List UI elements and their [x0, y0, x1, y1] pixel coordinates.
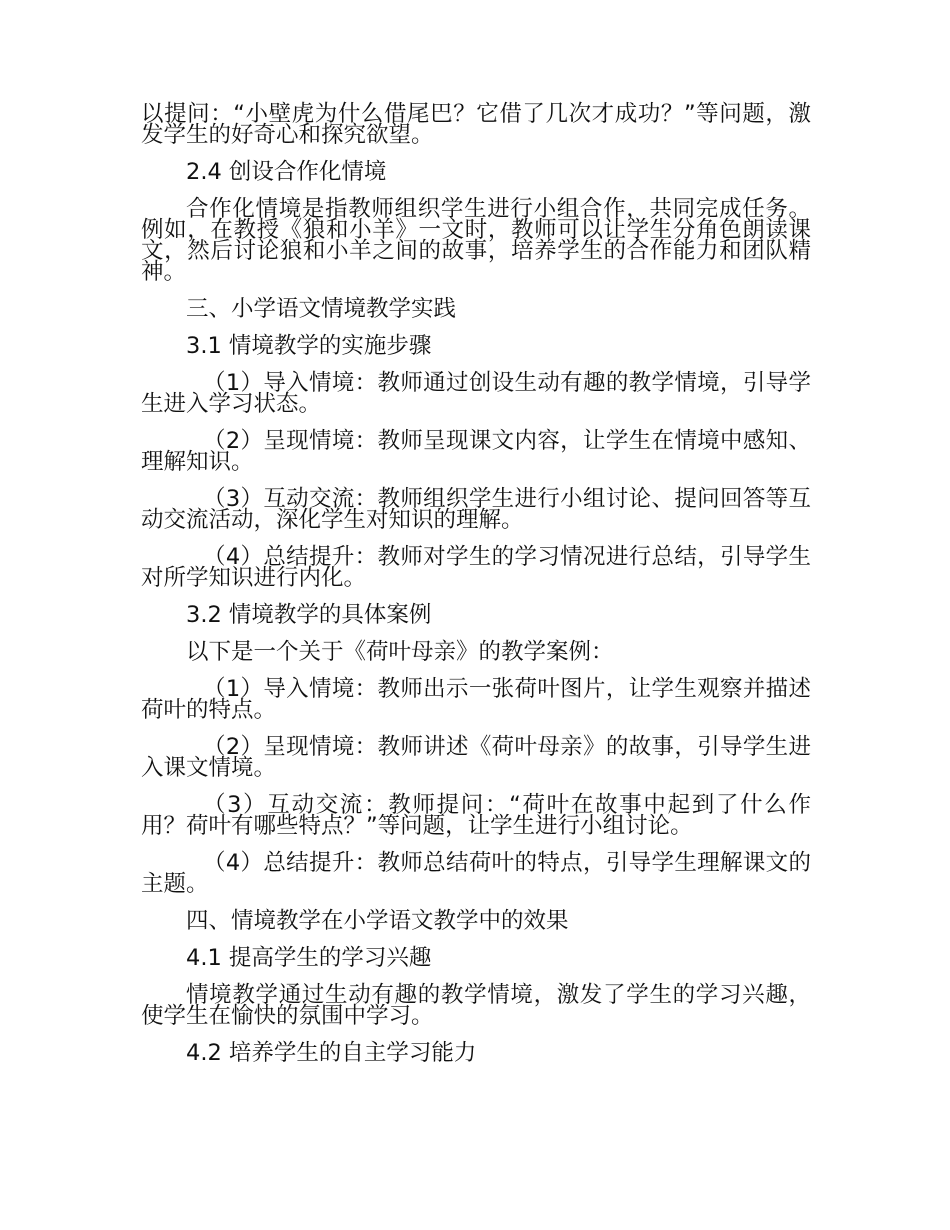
- list-item: （3）互动交流：教师组织学生进行小组讨论、提问回答等互动交流活动，深化学生对知识的理解。: [141, 486, 811, 533]
- document-body: [141, 101, 811, 1066]
- section-heading: 四、情境教学在小学语文教学中的效果: [186, 908, 569, 934]
- section-heading: 4.1 提高学生的学习兴趣: [186, 945, 432, 971]
- list-item: （4）总结提升：教师对学生的学习情况进行总结，引导学生对所学知识进行内化。: [141, 544, 811, 591]
- list-item: （2）呈现情境：教师讲述《荷叶母亲》的故事，引导学生进入课文情境。: [141, 734, 811, 781]
- section-heading: 3.1 情境教学的实施步骤: [186, 333, 432, 359]
- section-heading: 三、小学语文情境教学实践: [186, 296, 457, 322]
- section-heading: 3.2 情境教学的具体案例: [186, 602, 432, 628]
- list-item: （3）互动交流：教师提问：“荷叶在故事中起到了什么作用？荷叶有哪些特点？”等问题，让学生进行小组讨论。: [141, 792, 811, 839]
- intro-line: 以下是一个关于《荷叶母亲》的教学案例：: [186, 639, 614, 665]
- list-item: （1）导入情境：教师出示一张荷叶图片，让学生观察并描述荷叶的特点。: [141, 676, 811, 723]
- section-heading: 2.4 创设合作化情境: [186, 159, 387, 185]
- list-item: （1）导入情境：教师通过创设生动有趣的教学情境，引导学生进入学习状态。: [141, 370, 811, 417]
- paragraph: 以提问：“小壁虎为什么借尾巴？它借了几次才成功？”等问题，激发学生的好奇心和探究欲望。: [141, 101, 811, 148]
- list-item: （2）呈现情境：教师呈现课文内容，让学生在情境中感知、理解知识。: [141, 428, 811, 475]
- list-item: （4）总结提升：教师总结荷叶的特点，引导学生理解课文的主题。: [141, 850, 811, 897]
- paragraph: 合作化情境是指教师组织学生进行小组合作，共同完成任务。例如，在教授《狼和小羊》一文时，教师可以让学生分角色朗读课文，然后讨论狼和小羊之间的故事，培养学生的合作能力和团队精神。: [141, 196, 811, 285]
- section-heading: 4.2 培养学生的自主学习能力: [186, 1040, 477, 1066]
- paragraph: 情境教学通过生动有趣的教学情境，激发了学生的学习兴趣，使学生在愉快的氛围中学习。: [141, 982, 811, 1029]
